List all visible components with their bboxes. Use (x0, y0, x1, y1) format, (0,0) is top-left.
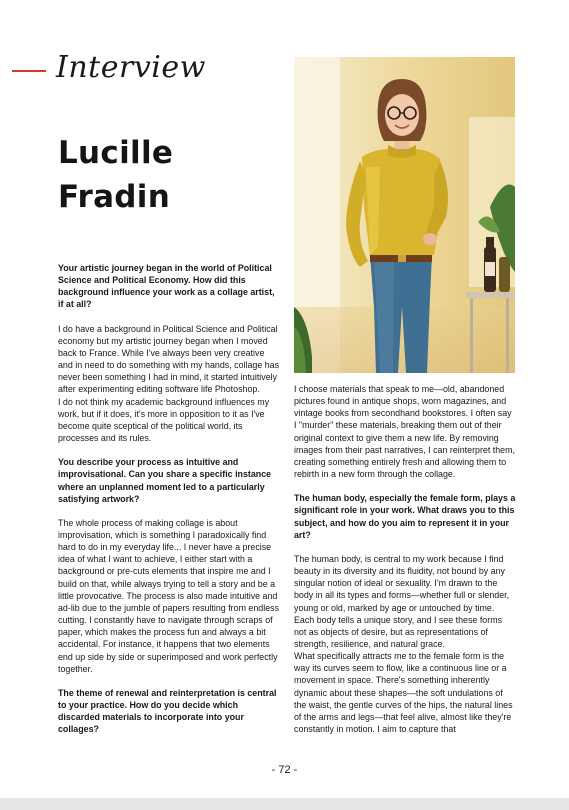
answer-3: I choose materials that speak to me—old, abandoned pictures found in antique shops, worn magazines, and vintage books from secondhand bookstores. I often say I "murder" these materials, breaking them out of their original context to give them a new life. By removing images from their past narratives, I can reinterpret them, creating something entirely fresh and allowing them to rebirth in a new form through the collage. (294, 384, 515, 480)
answer-1-paragraph-2: I do not think my academic background influences my work, but if it does, it's more in opposition to it as I've become quite sceptical of the political world, its processes and its rules. (58, 396, 270, 444)
question-1: Your artistic journey began in the world of Political Science and Political Economy. How did this background influence your work as a collage artist, if at all? (58, 263, 275, 310)
question-2: You describe your process as intuitive and improvisational. Can you share a specific instance where an unplanned moment led to a particularly satisfying artwork? (58, 457, 272, 504)
answer-1-paragraph-1: I do have a background in Political Science and Political economy but my artistic journey began when I moved back to France. While I've always been very creative and in need to do something with my hands, collage has never been something I had in mind, it started intuitively after experimenting editing software life Photoshop. (58, 323, 280, 395)
interviewee-name (58, 131, 288, 219)
page-number: - 72 - (271, 764, 298, 776)
section-title: Interview (56, 50, 206, 85)
answer-4-paragraph-1: The human body, is central to my work because I find beauty in its diversity and its fluidity, not bound by any singular notion of ideal or sexuality. I'm drawn to the body in all its types and forms—whether full or slender, young or old, marked by age or untouched by time. Each body tells a unique story, and I see these forms not as objects of desire, but as representations of strength, resilience, and natural grace. (294, 553, 510, 649)
answer-4-paragraph-2: What specifically attracts me to the female form is the way its curves seem to flow, like a continuous line or a movement in space. There's something inherently dynamic about these shapes—the soft undulations of the waist, the gentle curves of the hips, the natural lines of the arms and legs—that feel alive, almost like they're constantly in motion. I aim to capture that (294, 651, 513, 735)
last-name: Fradin (58, 179, 171, 215)
question-4: The human body, especially the female form, plays a significant role in your work. What draws you to this subject, and how do you aim to represent it in your art? (294, 493, 516, 540)
answer-2: The whole process of making collage is about improvisation, which is something I paradoxically find hard to do in my everyday life... I never have a precise idea of what I want to achieve, I either start with a background or pre-cuts elements that inspire me and I build on that, while always trying to tell a story and be a little provocative. The process is also made intuitive and ad-lib due to the jumble of papers resulting from endless cutting. I constantly have to navigate through scraps of paper, which makes the process fun and always a bit accidental. For instance, it happens that two elements end up side by side or superimposed and work perfectly together. (58, 517, 280, 674)
accent-rule (12, 70, 46, 72)
portrait-illustration (294, 57, 515, 373)
right-column (294, 383, 516, 735)
left-column (58, 262, 280, 735)
bottom-strip (0, 798, 569, 810)
portrait-photo (294, 57, 515, 373)
question-3: The theme of renewal and reinterpretation is central to your practice. How do you decide which discarded materials to incorporate into your collages? (58, 687, 277, 735)
first-name: Lucille (58, 135, 174, 171)
